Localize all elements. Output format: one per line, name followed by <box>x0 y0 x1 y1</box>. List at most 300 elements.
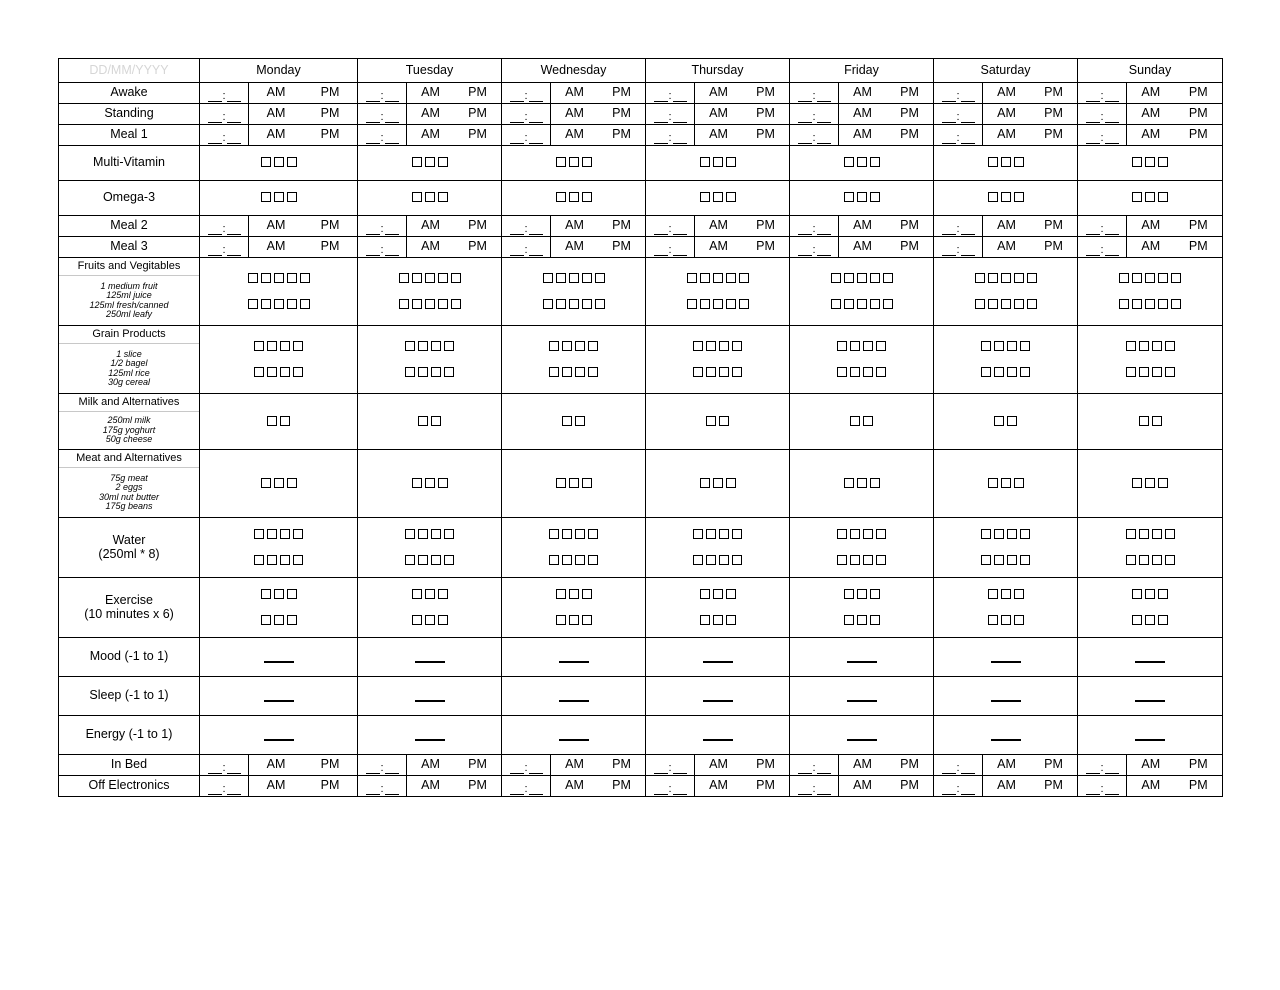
hour-blank[interactable] <box>942 132 956 144</box>
checkbox[interactable] <box>1119 273 1129 283</box>
checkbox[interactable] <box>418 555 428 565</box>
checkbox[interactable] <box>863 529 873 539</box>
time-field[interactable] <box>1078 83 1127 103</box>
minute-blank[interactable] <box>385 762 399 774</box>
hour-blank[interactable] <box>1086 132 1100 144</box>
hour-blank[interactable] <box>798 223 812 235</box>
checkbox[interactable] <box>719 529 729 539</box>
pm-option[interactable]: PM <box>468 218 487 233</box>
pm-option[interactable]: PM <box>612 127 631 142</box>
hour-blank[interactable] <box>1086 111 1100 123</box>
rating-blank[interactable] <box>415 661 445 663</box>
checkbox[interactable] <box>431 341 441 351</box>
checkbox[interactable] <box>1152 416 1162 426</box>
checkbox[interactable] <box>1132 192 1142 202</box>
date-field[interactable]: DD/MM/YYYY <box>59 59 200 83</box>
minute-blank[interactable] <box>1105 244 1119 256</box>
checkbox[interactable] <box>1014 299 1024 309</box>
checkbox[interactable] <box>569 192 579 202</box>
minute-blank[interactable] <box>1105 223 1119 235</box>
minute-blank[interactable] <box>673 90 687 102</box>
checkbox[interactable] <box>732 555 742 565</box>
am-option[interactable]: AM <box>1141 106 1161 121</box>
pm-option[interactable]: PM <box>468 778 487 793</box>
pm-option[interactable]: PM <box>756 757 775 772</box>
minute-blank[interactable] <box>961 783 975 795</box>
am-option[interactable]: AM <box>1141 757 1161 772</box>
checkbox[interactable] <box>883 299 893 309</box>
am-option[interactable]: AM <box>709 239 728 254</box>
am-option[interactable]: AM <box>997 127 1016 142</box>
pm-option[interactable]: PM <box>900 239 919 254</box>
checkbox[interactable] <box>254 341 264 351</box>
minute-blank[interactable] <box>817 762 831 774</box>
checkbox[interactable] <box>1158 589 1168 599</box>
checkbox[interactable] <box>1145 192 1155 202</box>
hour-blank[interactable] <box>798 244 812 256</box>
checkbox[interactable] <box>1020 555 1030 565</box>
pm-option[interactable]: PM <box>756 85 775 100</box>
minute-blank[interactable] <box>673 244 687 256</box>
time-field[interactable] <box>646 755 695 775</box>
hour-blank[interactable] <box>654 762 668 774</box>
minute-blank[interactable] <box>961 223 975 235</box>
checkbox[interactable] <box>1152 341 1162 351</box>
hour-blank[interactable] <box>1086 783 1100 795</box>
checkbox[interactable] <box>713 299 723 309</box>
checkbox[interactable] <box>595 299 605 309</box>
hour-blank[interactable] <box>510 244 524 256</box>
checkbox[interactable] <box>293 529 303 539</box>
pm-option[interactable]: PM <box>612 106 631 121</box>
minute-blank[interactable] <box>1105 783 1119 795</box>
time-field[interactable] <box>1078 776 1127 796</box>
checkbox[interactable] <box>700 192 710 202</box>
checkbox[interactable] <box>726 299 736 309</box>
hour-blank[interactable] <box>208 244 222 256</box>
pm-option[interactable]: PM <box>756 239 775 254</box>
hour-blank[interactable] <box>366 244 380 256</box>
hour-blank[interactable] <box>798 783 812 795</box>
hour-blank[interactable] <box>798 90 812 102</box>
pm-option[interactable]: PM <box>756 218 775 233</box>
checkbox[interactable] <box>739 273 749 283</box>
checkbox[interactable] <box>412 157 422 167</box>
checkbox[interactable] <box>837 555 847 565</box>
rating-blank[interactable] <box>559 700 589 702</box>
checkbox[interactable] <box>988 615 998 625</box>
checkbox[interactable] <box>1145 589 1155 599</box>
checkbox[interactable] <box>719 367 729 377</box>
time-field[interactable] <box>502 776 551 796</box>
pm-option[interactable]: PM <box>320 218 340 233</box>
pm-option[interactable]: PM <box>612 757 631 772</box>
checkbox[interactable] <box>1152 555 1162 565</box>
checkbox[interactable] <box>543 273 553 283</box>
pm-option[interactable]: PM <box>900 757 919 772</box>
checkbox[interactable] <box>1007 529 1017 539</box>
checkbox[interactable] <box>556 589 566 599</box>
checkbox[interactable] <box>287 157 297 167</box>
checkbox[interactable] <box>451 273 461 283</box>
checkbox[interactable] <box>254 529 264 539</box>
checkbox[interactable] <box>870 273 880 283</box>
pm-option[interactable]: PM <box>756 127 775 142</box>
pm-option[interactable]: PM <box>1188 778 1208 793</box>
checkbox[interactable] <box>1001 478 1011 488</box>
checkbox[interactable] <box>431 367 441 377</box>
checkbox[interactable] <box>1126 555 1136 565</box>
checkbox[interactable] <box>1145 273 1155 283</box>
checkbox[interactable] <box>1014 478 1024 488</box>
checkbox[interactable] <box>1145 157 1155 167</box>
am-option[interactable]: AM <box>565 85 584 100</box>
time-field[interactable] <box>358 755 407 775</box>
time-field[interactable] <box>502 216 551 236</box>
checkbox[interactable] <box>293 367 303 377</box>
hour-blank[interactable] <box>366 90 380 102</box>
checkbox[interactable] <box>582 615 592 625</box>
checkbox[interactable] <box>850 367 860 377</box>
minute-blank[interactable] <box>529 762 543 774</box>
am-option[interactable]: AM <box>421 757 440 772</box>
pm-option[interactable]: PM <box>1044 778 1063 793</box>
minute-blank[interactable] <box>529 111 543 123</box>
time-field[interactable] <box>358 216 407 236</box>
pm-option[interactable]: PM <box>1188 85 1208 100</box>
checkbox[interactable] <box>274 192 284 202</box>
pm-option[interactable]: PM <box>756 778 775 793</box>
time-field[interactable] <box>934 104 983 124</box>
checkbox[interactable] <box>863 416 873 426</box>
checkbox[interactable] <box>1001 589 1011 599</box>
checkbox[interactable] <box>850 416 860 426</box>
checkbox[interactable] <box>1139 367 1149 377</box>
pm-option[interactable]: PM <box>612 85 631 100</box>
checkbox[interactable] <box>1145 299 1155 309</box>
checkbox[interactable] <box>857 157 867 167</box>
checkbox[interactable] <box>706 341 716 351</box>
pm-option[interactable]: PM <box>320 106 340 121</box>
minute-blank[interactable] <box>385 111 399 123</box>
checkbox[interactable] <box>876 529 886 539</box>
pm-option[interactable]: PM <box>1044 239 1063 254</box>
checkbox[interactable] <box>981 367 991 377</box>
am-option[interactable]: AM <box>709 218 728 233</box>
checkbox[interactable] <box>850 555 860 565</box>
minute-blank[interactable] <box>227 132 241 144</box>
pm-option[interactable]: PM <box>468 239 487 254</box>
time-field[interactable] <box>200 104 249 124</box>
checkbox[interactable] <box>444 529 454 539</box>
checkbox[interactable] <box>844 615 854 625</box>
am-option[interactable]: AM <box>266 778 286 793</box>
checkbox[interactable] <box>1139 555 1149 565</box>
pm-option[interactable]: PM <box>1044 757 1063 772</box>
checkbox[interactable] <box>287 478 297 488</box>
pm-option[interactable]: PM <box>1044 218 1063 233</box>
checkbox[interactable] <box>1126 367 1136 377</box>
time-field[interactable] <box>934 237 983 257</box>
checkbox[interactable] <box>280 529 290 539</box>
checkbox[interactable] <box>994 416 1004 426</box>
checkbox[interactable] <box>1158 192 1168 202</box>
hour-blank[interactable] <box>1086 90 1100 102</box>
checkbox[interactable] <box>713 192 723 202</box>
checkbox[interactable] <box>569 299 579 309</box>
time-field[interactable] <box>502 755 551 775</box>
checkbox[interactable] <box>418 529 428 539</box>
pm-option[interactable]: PM <box>612 778 631 793</box>
time-field[interactable] <box>502 237 551 257</box>
checkbox[interactable] <box>293 555 303 565</box>
checkbox[interactable] <box>1165 367 1175 377</box>
minute-blank[interactable] <box>961 132 975 144</box>
checkbox[interactable] <box>857 192 867 202</box>
checkbox[interactable] <box>870 299 880 309</box>
hour-blank[interactable] <box>366 132 380 144</box>
checkbox[interactable] <box>1014 273 1024 283</box>
checkbox[interactable] <box>267 367 277 377</box>
hour-blank[interactable] <box>654 132 668 144</box>
checkbox[interactable] <box>274 615 284 625</box>
checkbox[interactable] <box>267 416 277 426</box>
checkbox[interactable] <box>1027 273 1037 283</box>
minute-blank[interactable] <box>385 223 399 235</box>
am-option[interactable]: AM <box>565 218 584 233</box>
checkbox[interactable] <box>713 273 723 283</box>
checkbox[interactable] <box>444 367 454 377</box>
checkbox[interactable] <box>1126 529 1136 539</box>
checkbox[interactable] <box>431 529 441 539</box>
checkbox[interactable] <box>1145 478 1155 488</box>
checkbox[interactable] <box>1007 367 1017 377</box>
checkbox[interactable] <box>425 273 435 283</box>
checkbox[interactable] <box>1001 192 1011 202</box>
hour-blank[interactable] <box>1086 244 1100 256</box>
checkbox[interactable] <box>274 589 284 599</box>
am-option[interactable]: AM <box>266 85 286 100</box>
hour-blank[interactable] <box>798 111 812 123</box>
rating-blank[interactable] <box>847 739 877 741</box>
checkbox[interactable] <box>994 367 1004 377</box>
checkbox[interactable] <box>981 555 991 565</box>
am-option[interactable]: AM <box>1141 85 1161 100</box>
checkbox[interactable] <box>274 478 284 488</box>
checkbox[interactable] <box>693 341 703 351</box>
time-field[interactable] <box>358 237 407 257</box>
checkbox[interactable] <box>1001 157 1011 167</box>
time-field[interactable] <box>646 125 695 145</box>
time-field[interactable] <box>1078 755 1127 775</box>
am-option[interactable]: AM <box>853 85 872 100</box>
minute-blank[interactable] <box>385 132 399 144</box>
checkbox[interactable] <box>425 589 435 599</box>
checkbox[interactable] <box>280 367 290 377</box>
checkbox[interactable] <box>863 341 873 351</box>
checkbox[interactable] <box>831 299 841 309</box>
rating-blank[interactable] <box>1135 661 1165 663</box>
checkbox[interactable] <box>569 615 579 625</box>
checkbox[interactable] <box>556 299 566 309</box>
checkbox[interactable] <box>300 299 310 309</box>
time-field[interactable] <box>934 83 983 103</box>
checkbox[interactable] <box>405 341 415 351</box>
checkbox[interactable] <box>870 157 880 167</box>
checkbox[interactable] <box>293 341 303 351</box>
time-field[interactable] <box>200 755 249 775</box>
hour-blank[interactable] <box>208 132 222 144</box>
time-field[interactable] <box>790 755 839 775</box>
am-option[interactable]: AM <box>266 127 286 142</box>
am-option[interactable]: AM <box>997 757 1016 772</box>
time-field[interactable] <box>1078 216 1127 236</box>
checkbox[interactable] <box>405 529 415 539</box>
minute-blank[interactable] <box>1105 111 1119 123</box>
checkbox[interactable] <box>261 589 271 599</box>
minute-blank[interactable] <box>817 223 831 235</box>
checkbox[interactable] <box>837 341 847 351</box>
am-option[interactable]: AM <box>853 239 872 254</box>
hour-blank[interactable] <box>942 90 956 102</box>
hour-blank[interactable] <box>208 90 222 102</box>
checkbox[interactable] <box>857 478 867 488</box>
minute-blank[interactable] <box>961 244 975 256</box>
rating-blank[interactable] <box>415 700 445 702</box>
checkbox[interactable] <box>1014 157 1024 167</box>
checkbox[interactable] <box>569 157 579 167</box>
checkbox[interactable] <box>549 555 559 565</box>
hour-blank[interactable] <box>208 762 222 774</box>
checkbox[interactable] <box>1165 341 1175 351</box>
checkbox[interactable] <box>438 192 448 202</box>
pm-option[interactable]: PM <box>468 85 487 100</box>
am-option[interactable]: AM <box>1141 127 1161 142</box>
checkbox[interactable] <box>988 192 998 202</box>
checkbox[interactable] <box>562 555 572 565</box>
am-option[interactable]: AM <box>997 85 1016 100</box>
pm-option[interactable]: PM <box>612 218 631 233</box>
checkbox[interactable] <box>975 299 985 309</box>
minute-blank[interactable] <box>817 783 831 795</box>
checkbox[interactable] <box>1139 341 1149 351</box>
checkbox[interactable] <box>994 529 1004 539</box>
checkbox[interactable] <box>254 555 264 565</box>
checkbox[interactable] <box>438 299 448 309</box>
pm-option[interactable]: PM <box>756 106 775 121</box>
hour-blank[interactable] <box>510 132 524 144</box>
pm-option[interactable]: PM <box>900 106 919 121</box>
hour-blank[interactable] <box>510 111 524 123</box>
checkbox[interactable] <box>857 299 867 309</box>
minute-blank[interactable] <box>817 244 831 256</box>
am-option[interactable]: AM <box>709 85 728 100</box>
time-field[interactable] <box>646 83 695 103</box>
checkbox[interactable] <box>1132 478 1142 488</box>
hour-blank[interactable] <box>654 783 668 795</box>
am-option[interactable]: AM <box>997 239 1016 254</box>
checkbox[interactable] <box>857 589 867 599</box>
time-field[interactable] <box>358 104 407 124</box>
minute-blank[interactable] <box>529 132 543 144</box>
checkbox[interactable] <box>1158 299 1168 309</box>
checkbox[interactable] <box>1020 341 1030 351</box>
am-option[interactable]: AM <box>266 239 286 254</box>
checkbox[interactable] <box>274 273 284 283</box>
am-option[interactable]: AM <box>853 106 872 121</box>
minute-blank[interactable] <box>673 111 687 123</box>
hour-blank[interactable] <box>942 244 956 256</box>
am-option[interactable]: AM <box>1141 218 1161 233</box>
time-field[interactable] <box>200 776 249 796</box>
pm-option[interactable]: PM <box>320 757 340 772</box>
time-field[interactable] <box>200 83 249 103</box>
checkbox[interactable] <box>582 478 592 488</box>
checkbox[interactable] <box>412 589 422 599</box>
time-field[interactable] <box>790 125 839 145</box>
rating-blank[interactable] <box>559 661 589 663</box>
checkbox[interactable] <box>543 299 553 309</box>
checkbox[interactable] <box>562 416 572 426</box>
checkbox[interactable] <box>287 615 297 625</box>
checkbox[interactable] <box>726 157 736 167</box>
am-option[interactable]: AM <box>565 106 584 121</box>
checkbox[interactable] <box>870 478 880 488</box>
hour-blank[interactable] <box>510 762 524 774</box>
checkbox[interactable] <box>988 478 998 488</box>
checkbox[interactable] <box>438 157 448 167</box>
checkbox[interactable] <box>883 273 893 283</box>
checkbox[interactable] <box>412 192 422 202</box>
am-option[interactable]: AM <box>421 85 440 100</box>
hour-blank[interactable] <box>942 223 956 235</box>
am-option[interactable]: AM <box>709 127 728 142</box>
checkbox[interactable] <box>1119 299 1129 309</box>
minute-blank[interactable] <box>227 762 241 774</box>
am-option[interactable]: AM <box>997 218 1016 233</box>
hour-blank[interactable] <box>798 132 812 144</box>
checkbox[interactable] <box>254 367 264 377</box>
hour-blank[interactable] <box>366 762 380 774</box>
checkbox[interactable] <box>287 589 297 599</box>
checkbox[interactable] <box>556 192 566 202</box>
checkbox[interactable] <box>412 299 422 309</box>
checkbox[interactable] <box>588 529 598 539</box>
rating-blank[interactable] <box>264 739 294 741</box>
am-option[interactable]: AM <box>421 239 440 254</box>
pm-option[interactable]: PM <box>320 778 340 793</box>
minute-blank[interactable] <box>385 244 399 256</box>
pm-option[interactable]: PM <box>468 106 487 121</box>
time-field[interactable] <box>1078 237 1127 257</box>
checkbox[interactable] <box>1132 273 1142 283</box>
checkbox[interactable] <box>1152 367 1162 377</box>
checkbox[interactable] <box>1158 157 1168 167</box>
am-option[interactable]: AM <box>565 757 584 772</box>
checkbox[interactable] <box>1158 273 1168 283</box>
checkbox[interactable] <box>1001 615 1011 625</box>
minute-blank[interactable] <box>961 111 975 123</box>
pm-option[interactable]: PM <box>1188 127 1208 142</box>
checkbox[interactable] <box>850 341 860 351</box>
checkbox[interactable] <box>261 157 271 167</box>
checkbox[interactable] <box>1132 589 1142 599</box>
rating-blank[interactable] <box>991 661 1021 663</box>
rating-blank[interactable] <box>847 661 877 663</box>
rating-blank[interactable] <box>703 700 733 702</box>
time-field[interactable] <box>934 755 983 775</box>
checkbox[interactable] <box>267 341 277 351</box>
